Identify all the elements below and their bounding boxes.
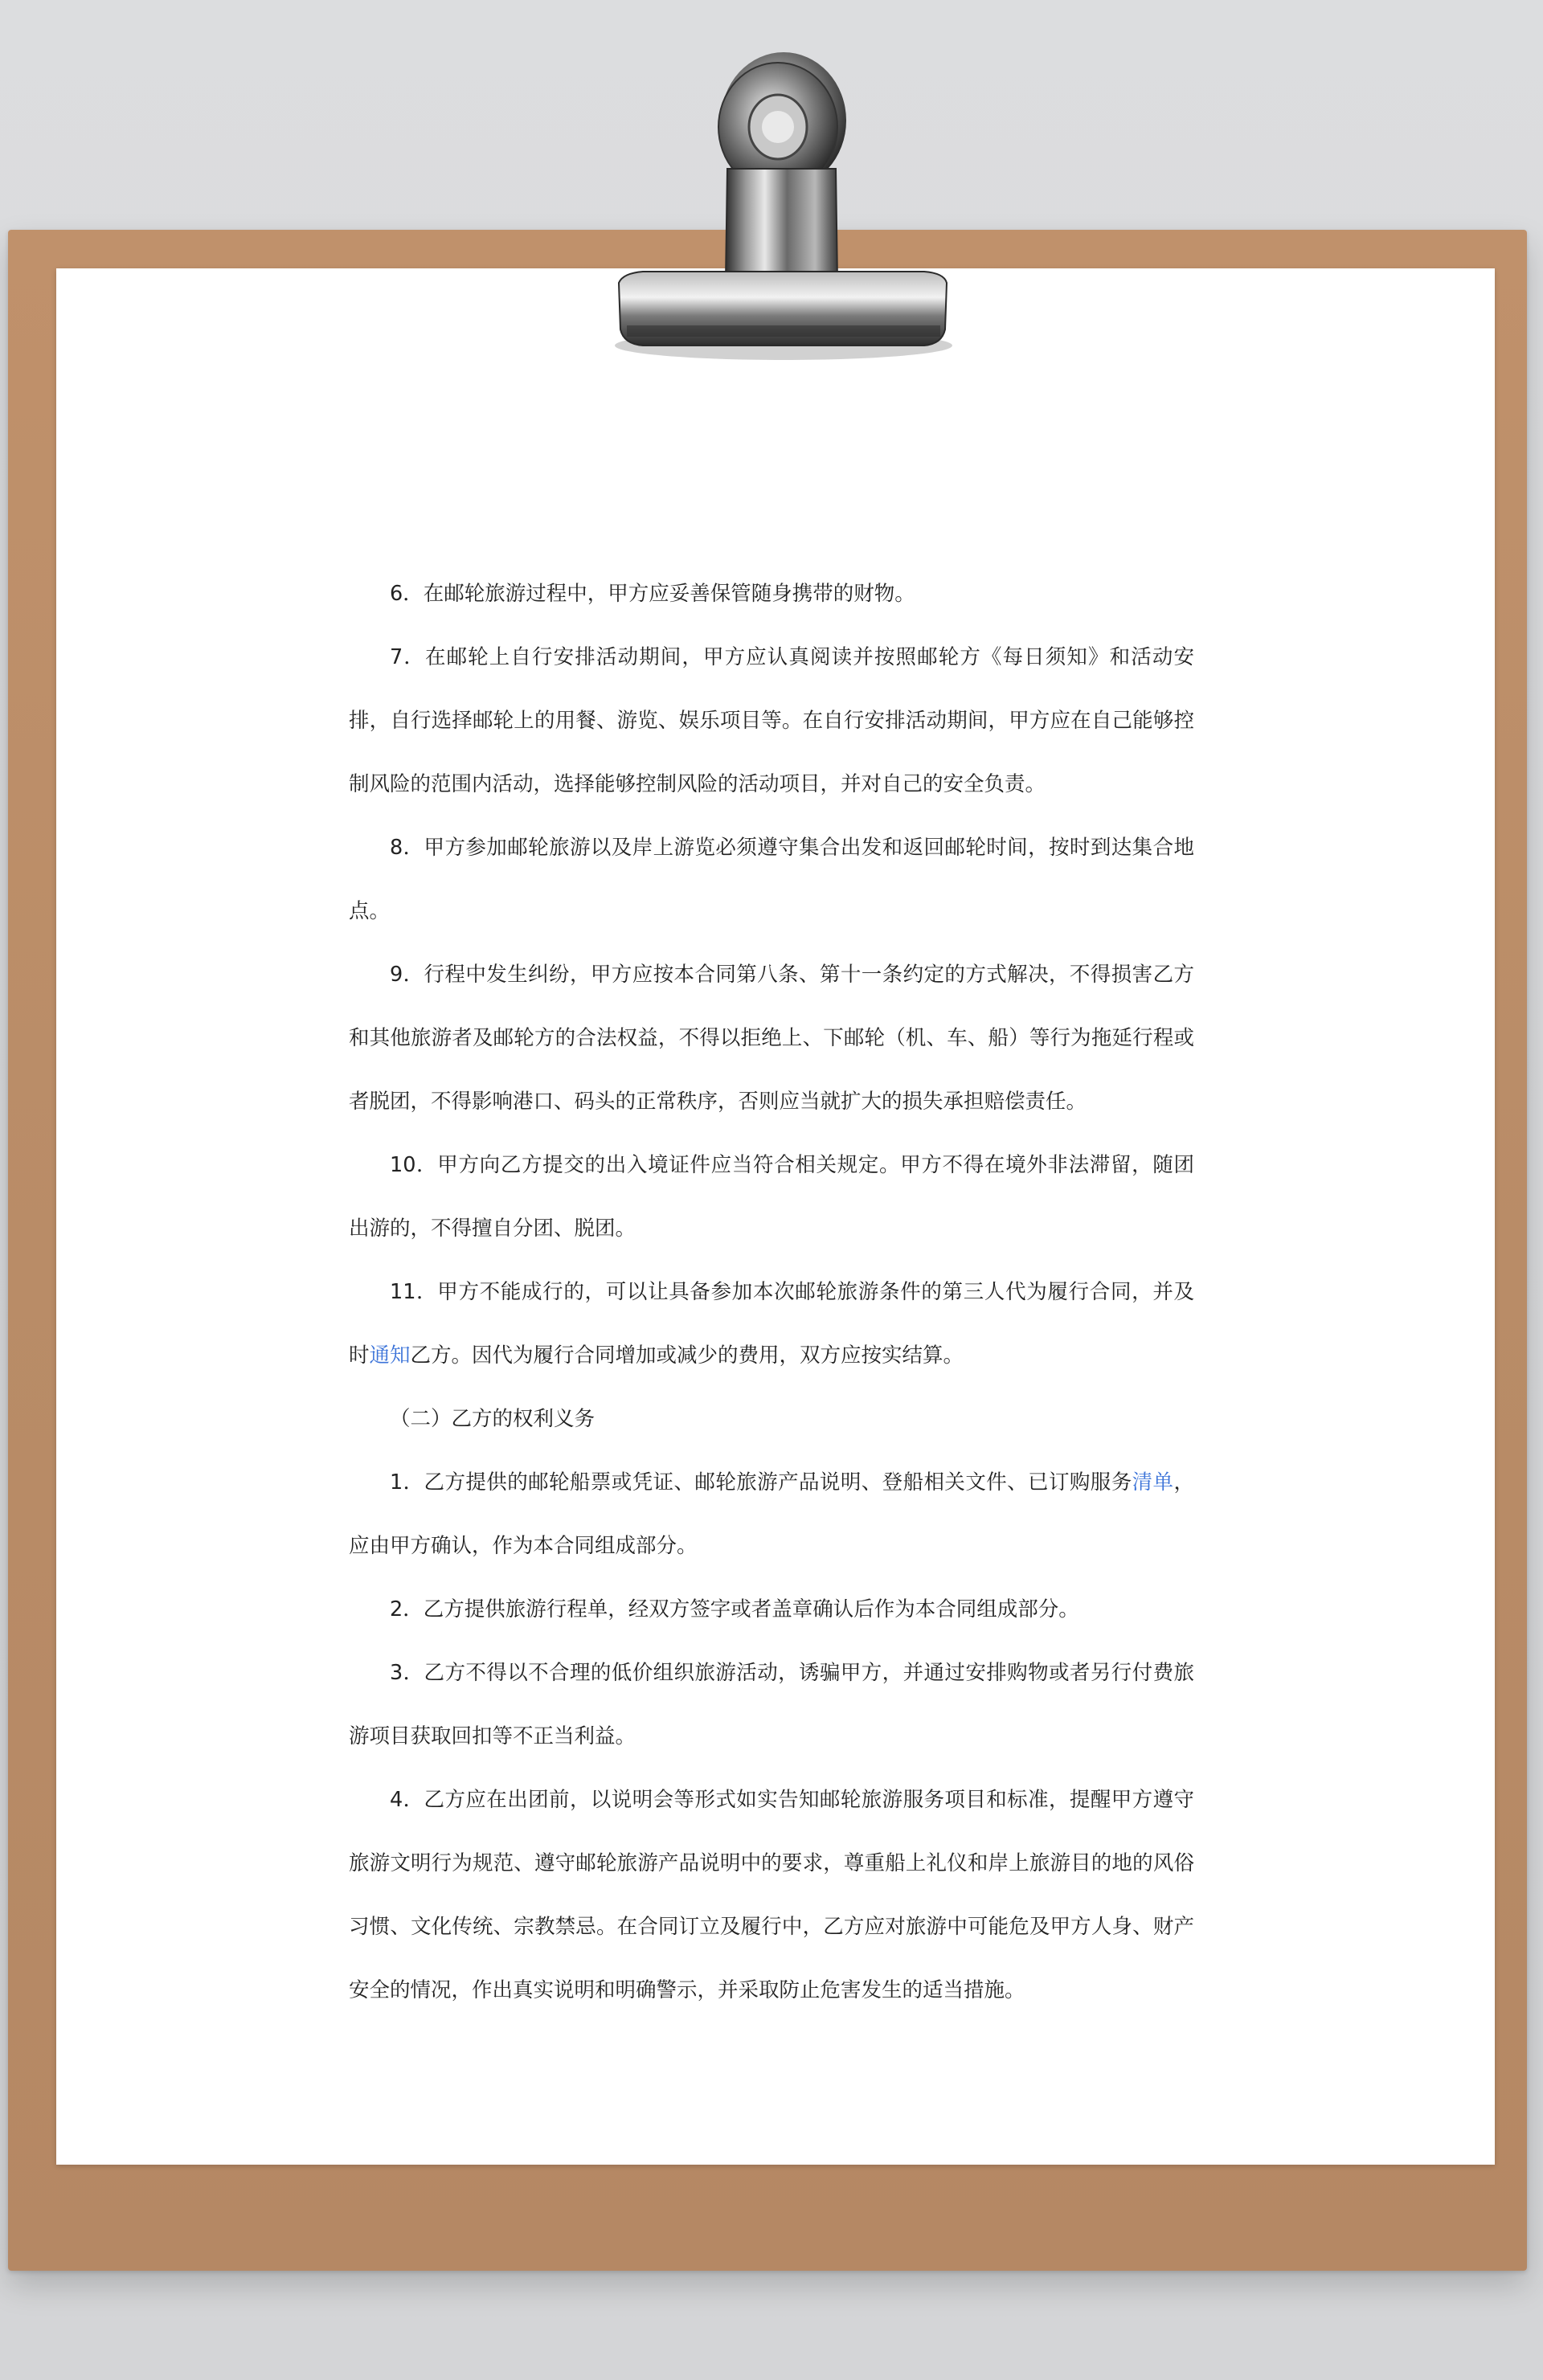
section-2-item-4: 4．乙方应在出团前，以说明会等形式如实告知邮轮旅游服务项目和标准，提醒甲方遵守旅游文明行为规范、遵守邮轮旅游产品说明中的要求，尊重船上礼仪和岸上旅游目的地的风俗习惯、文化传统、宗教禁忌。在合同订立及履行中，乙方应对旅游中可能危及甲方人身、财产安全的情况，作出真实说明和明确警示，并采取防止危害发生的适当措施。 — [349, 1788, 1194, 2002]
list-link[interactable]: 清单 — [1132, 1470, 1174, 1495]
paragraph-10: 10．甲方向乙方提交的出入境证件应当符合相关规定。甲方不得在境外非法滞留，随团出游的，不得擅自分团、脱团。 — [349, 1153, 1194, 1241]
paragraph-11 — [349, 1261, 1194, 1388]
paragraph-11-text-end: 乙方。因代为履行合同增加或减少的费用，双方应按实结算。 — [410, 1343, 964, 1368]
document-body — [349, 562, 1194, 2022]
section-2-item-3: 3．乙方不得以不合理的低价组织旅游活动，诱骗甲方，并通过安排购物或者另行付费旅游项目获取回扣等不正当利益。 — [349, 1661, 1194, 1748]
section-2-item-1-text-end: ，应由甲方确认，作为本合同组成部分。 — [349, 1470, 1194, 1558]
section-2-item-1 — [349, 1451, 1194, 1578]
section-2-title: （二）乙方的权利义务 — [390, 1407, 596, 1431]
paragraph-9: 9．行程中发生纠纷，甲方应按本合同第八条、第十一条约定的方式解决，不得损害乙方和其他旅游者及邮轮方的合法权益，不得以拒绝上、下邮轮（机、车、船）等行为拖延行程或者脱团，不得影响港口、码头的正常秩序，否则应当就扩大的损失承担赔偿责任。 — [349, 963, 1194, 1114]
paragraph-7: 7．在邮轮上自行安排活动期间，甲方应认真阅读并按照邮轮方《每日须知》和活动安排，自行选择邮轮上的用餐、游览、娱乐项目等。在自行安排活动期间，甲方应在自己能够控制风险的范围内活动，选择能够控制风险的活动项目，并对自己的安全负责。 — [349, 645, 1194, 796]
paragraph-6: 6．在邮轮旅游过程中，甲方应妥善保管随身携带的财物。 — [390, 582, 915, 606]
section-2-item-1-text: 1．乙方提供的邮轮船票或凭证、邮轮旅游产品说明、登船相关文件、已订购服务 — [390, 1470, 1132, 1495]
section-2-item-2: 2．乙方提供旅游行程单，经双方签字或者盖章确认后作为本合同组成部分。 — [390, 1597, 1079, 1621]
paragraph-11-text: 11．甲方不能成行的，可以让具备参加本次邮轮旅游条件的第三人代为履行合同，并及时 — [349, 1280, 1194, 1368]
paragraph-8: 8．甲方参加邮轮旅游以及岸上游览必须遵守集合出发和返回邮轮时间，按时到达集合地点。 — [349, 836, 1194, 923]
notify-link[interactable]: 通知 — [369, 1343, 411, 1368]
